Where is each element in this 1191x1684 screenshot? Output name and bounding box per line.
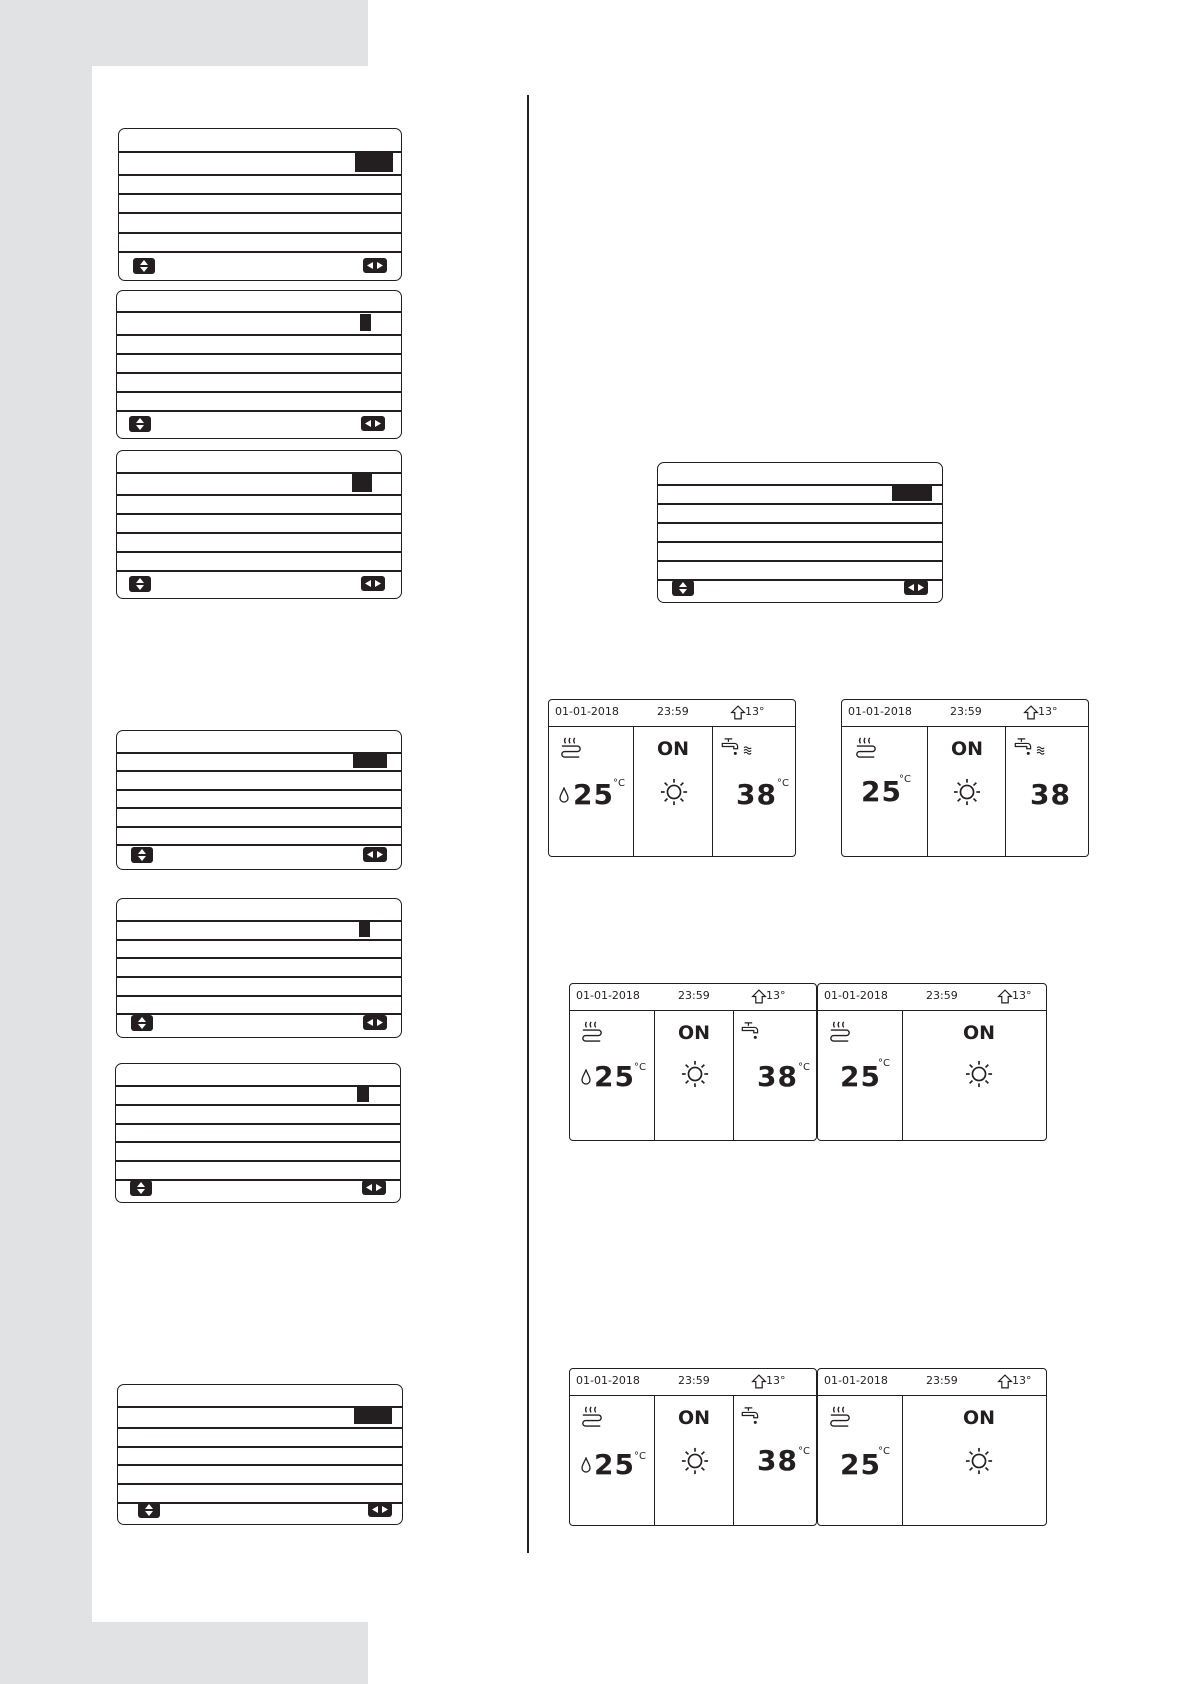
selected-value-box[interactable] [892, 485, 932, 501]
floor-heating-icon[interactable] [580, 1405, 604, 1427]
menu-row-divider [118, 1502, 402, 1504]
menu-screen-3 [116, 450, 402, 599]
left-right-arrows-icon[interactable] [363, 1015, 387, 1030]
home-header [549, 700, 795, 727]
house-icon [997, 1374, 1013, 1389]
menu-row-divider [117, 570, 401, 572]
menu-row-divider [117, 976, 401, 978]
left-right-arrows-icon[interactable] [363, 847, 387, 862]
menu-row-divider [116, 1123, 400, 1125]
menu-row-divider [117, 939, 401, 941]
floor-heating-icon[interactable] [828, 1405, 852, 1427]
room-temp-value[interactable]: 25 [840, 1448, 881, 1481]
menu-row-divider [117, 494, 401, 496]
page-margin-bottom [92, 1622, 368, 1684]
menu-row-divider [117, 789, 401, 791]
menu-row-divider [119, 193, 401, 195]
menu-screen-4 [116, 730, 402, 870]
heating-waves-icon [1036, 746, 1047, 755]
menu-row-divider [119, 232, 401, 234]
menu-row-divider [119, 174, 401, 176]
home-header [570, 1369, 816, 1396]
dhw-temp-value[interactable]: 38 [757, 1444, 798, 1477]
home-screen-1 [548, 699, 796, 857]
room-temp-value[interactable]: 25 [594, 1060, 635, 1093]
menu-row-divider [117, 410, 401, 412]
selected-value-box[interactable] [352, 474, 372, 492]
menu-screen-2 [116, 290, 402, 439]
water-tap-icon[interactable] [740, 1020, 766, 1041]
menu-row-divider [117, 513, 401, 515]
menu-row-divider [658, 560, 942, 562]
up-down-arrows-icon[interactable] [133, 258, 155, 274]
menu-row-divider [117, 353, 401, 355]
up-down-arrows-icon[interactable] [131, 847, 153, 863]
date-label: 01-01-2018 [555, 705, 619, 718]
menu-row-divider [117, 807, 401, 809]
menu-row-divider [658, 503, 942, 505]
outdoor-temp-label: 13° [1012, 1374, 1032, 1387]
date-label: 01-01-2018 [576, 1374, 640, 1387]
up-down-arrows-icon[interactable] [130, 1180, 152, 1196]
menu-screen-6 [115, 1063, 401, 1203]
selected-value-box[interactable] [355, 153, 393, 172]
up-down-arrows-icon[interactable] [138, 1502, 160, 1518]
outdoor-temp-label: 13° [1038, 705, 1058, 718]
left-right-arrows-icon[interactable] [368, 1502, 392, 1517]
menu-row-divider [118, 1446, 402, 1448]
floor-heating-icon[interactable] [854, 736, 878, 758]
room-temp-value[interactable]: 25 [861, 775, 902, 808]
time-label: 23:59 [926, 1374, 958, 1387]
menu-row-divider [118, 1483, 402, 1485]
page-margin-strip [0, 0, 92, 1684]
menu-row-divider [118, 1464, 402, 1466]
sun-icon[interactable] [660, 778, 688, 806]
dhw-temp-value[interactable]: 38 [757, 1060, 798, 1093]
menu-row-divider [117, 532, 401, 534]
outdoor-temp-label: 13° [1012, 989, 1032, 1002]
menu-row-divider [117, 551, 401, 553]
dhw-temp-value[interactable]: 38 [736, 778, 777, 811]
room-temp-unit: °C [878, 1446, 890, 1457]
home-header [818, 1369, 1046, 1396]
outdoor-temp-label: 13° [745, 705, 765, 718]
status-on-label[interactable]: ON [963, 1407, 996, 1429]
date-label: 01-01-2018 [824, 989, 888, 1002]
floor-heating-icon[interactable] [580, 1020, 604, 1042]
outdoor-temp-label: 13° [766, 989, 786, 1002]
menu-row-divider [117, 957, 401, 959]
menu-row-divider [116, 1160, 400, 1162]
menu-row-divider [117, 372, 401, 374]
home-screen-4 [817, 983, 1047, 1141]
up-down-arrows-icon[interactable] [672, 580, 694, 596]
menu-row-divider [119, 251, 401, 253]
menu-row-divider [117, 311, 401, 313]
dhw-temp-unit: °C [798, 1062, 810, 1073]
house-icon [730, 705, 746, 720]
home-screen-6 [817, 1368, 1047, 1526]
menu-row-divider [117, 770, 401, 772]
selected-value-box[interactable] [354, 1408, 392, 1424]
menu-screen-1 [118, 128, 402, 281]
room-temp-value[interactable]: 25 [573, 778, 614, 811]
dhw-temp-unit: °C [777, 778, 789, 789]
outdoor-temp-label: 13° [766, 1374, 786, 1387]
sun-icon[interactable] [965, 1447, 993, 1475]
sun-icon[interactable] [965, 1060, 993, 1088]
dhw-temp-value[interactable]: 38 [1030, 778, 1071, 811]
menu-row-divider [116, 1179, 400, 1181]
house-icon [997, 989, 1013, 1004]
left-right-arrows-icon[interactable] [904, 580, 928, 595]
menu-row-divider [117, 1013, 401, 1015]
left-right-arrows-icon[interactable] [363, 258, 387, 273]
page-margin-top [92, 0, 368, 66]
status-on-label[interactable]: ON [963, 1022, 996, 1044]
room-temp-value[interactable]: 25 [594, 1448, 635, 1481]
menu-row-divider [119, 212, 401, 214]
selected-value-box[interactable] [353, 754, 387, 768]
floor-heating-icon[interactable] [559, 736, 583, 758]
room-temp-unit: °C [878, 1058, 890, 1069]
selected-value-box[interactable] [360, 314, 371, 331]
dhw-temp-unit: °C [798, 1446, 810, 1457]
sun-icon[interactable] [953, 778, 981, 806]
water-tap-icon[interactable] [740, 1405, 766, 1426]
selected-value-box[interactable] [359, 922, 370, 937]
menu-row-divider [118, 1427, 402, 1429]
status-on-label[interactable]: ON [678, 1407, 711, 1429]
menu-screen-7 [117, 1384, 403, 1525]
menu-row-divider [117, 334, 401, 336]
sun-icon[interactable] [681, 1060, 709, 1088]
menu-row-divider [117, 844, 401, 846]
home-header [570, 984, 816, 1011]
status-on-label[interactable]: ON [678, 1022, 711, 1044]
room-temp-value[interactable]: 25 [840, 1060, 881, 1093]
date-label: 01-01-2018 [824, 1374, 888, 1387]
room-temp-unit: °C [634, 1062, 646, 1073]
status-on-label[interactable]: ON [657, 738, 690, 760]
menu-row-divider [658, 522, 942, 524]
house-icon [751, 1374, 767, 1389]
left-right-arrows-icon[interactable] [362, 1180, 386, 1195]
left-right-arrows-icon[interactable] [361, 416, 385, 431]
time-label: 23:59 [657, 705, 689, 718]
menu-row-divider [658, 579, 942, 581]
up-down-arrows-icon[interactable] [131, 1015, 153, 1031]
menu-screen-5 [116, 898, 402, 1038]
date-label: 01-01-2018 [848, 705, 912, 718]
home-screen-2 [841, 699, 1089, 857]
room-temp-unit: °C [899, 774, 911, 785]
selected-value-box[interactable] [357, 1086, 369, 1102]
menu-screen-8 [657, 462, 943, 603]
time-label: 23:59 [678, 1374, 710, 1387]
left-right-arrows-icon[interactable] [361, 576, 385, 591]
time-label: 23:59 [926, 989, 958, 1002]
time-label: 23:59 [678, 989, 710, 1002]
home-screen-5 [569, 1368, 817, 1526]
home-header [818, 984, 1046, 1011]
house-icon [751, 989, 767, 1004]
up-down-arrows-icon[interactable] [129, 416, 151, 432]
water-drop-icon [559, 787, 569, 803]
menu-row-divider [116, 1104, 400, 1106]
home-header [842, 700, 1088, 727]
up-down-arrows-icon[interactable] [129, 576, 151, 592]
floor-heating-icon[interactable] [828, 1020, 852, 1042]
heating-waves-icon [743, 746, 754, 755]
menu-row-divider [658, 541, 942, 543]
house-icon [1023, 705, 1039, 720]
column-divider [527, 95, 529, 1553]
menu-row-divider [117, 826, 401, 828]
menu-row-divider [117, 995, 401, 997]
room-temp-unit: °C [634, 1451, 646, 1462]
room-temp-unit: °C [613, 778, 625, 789]
date-label: 01-01-2018 [576, 989, 640, 1002]
menu-row-divider [116, 1141, 400, 1143]
time-label: 23:59 [950, 705, 982, 718]
menu-row-divider [117, 391, 401, 393]
water-drop-icon [581, 1457, 591, 1473]
water-drop-icon [581, 1069, 591, 1085]
status-on-label[interactable]: ON [951, 738, 984, 760]
home-screen-3 [569, 983, 817, 1141]
sun-icon[interactable] [681, 1447, 709, 1475]
